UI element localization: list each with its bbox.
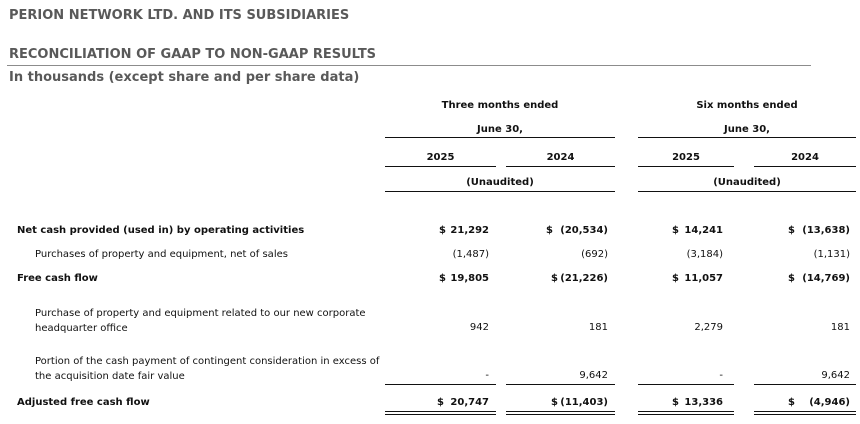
- currency-symbol: $: [788, 397, 795, 408]
- total-double-rule: [506, 411, 615, 415]
- cell-value: 14,241: [684, 225, 723, 236]
- year-header: 2025: [672, 152, 700, 163]
- currency-symbol: $: [672, 397, 679, 408]
- header-rule: [385, 166, 496, 167]
- header-rule: [638, 166, 734, 167]
- row-label: Adjusted free cash flow: [17, 397, 150, 408]
- company-name: PERION NETWORK LTD. AND ITS SUBSIDIARIES: [9, 8, 350, 23]
- year-header: 2024: [546, 152, 575, 163]
- currency-symbol: $: [788, 225, 795, 236]
- cell-value: 942: [469, 322, 489, 333]
- cell-value: 21,292: [450, 225, 489, 236]
- row-label: Purchases of property and equipment, net of sales: [35, 249, 288, 260]
- cell-value: 13,336: [684, 397, 723, 408]
- header-rule: [638, 191, 856, 192]
- cell-value: (21,226): [560, 273, 608, 284]
- year-header: 2025: [426, 152, 455, 163]
- row-label: Portion of the cash payment of contingent consideration in excess of the acquisition date fair value: [35, 356, 380, 382]
- header-rule: [385, 191, 615, 192]
- header-rule: [385, 137, 615, 138]
- subtotal-rule: [754, 384, 856, 385]
- year-header: 2024: [791, 152, 819, 163]
- currency-symbol: $: [551, 273, 558, 284]
- report-subtitle: In thousands (except share and per share data): [9, 70, 360, 85]
- row-label: Free cash flow: [17, 273, 98, 284]
- unaudited-label: (Unaudited): [466, 177, 534, 188]
- cell-value: 9,642: [579, 370, 608, 381]
- cell-value: (20,534): [560, 225, 608, 236]
- title-divider: [7, 65, 811, 66]
- cell-value: (1,131): [813, 249, 850, 260]
- total-double-rule: [385, 411, 496, 415]
- currency-symbol: $: [439, 273, 446, 284]
- report-title: RECONCILIATION OF GAAP TO NON-GAAP RESULTS: [9, 47, 377, 62]
- cell-value: (1,487): [452, 249, 489, 260]
- cell-value: (13,638): [802, 225, 850, 236]
- currency-symbol: $: [551, 397, 558, 408]
- currency-symbol: $: [439, 225, 446, 236]
- total-double-rule: [638, 411, 734, 415]
- cell-value: (3,184): [686, 249, 723, 260]
- row-label: Net cash provided (used in) by operating activities: [17, 225, 305, 236]
- cell-value: -: [719, 370, 723, 381]
- cell-value: (14,769): [802, 273, 850, 284]
- cell-value: 181: [830, 322, 850, 333]
- cell-value: 9,642: [821, 370, 850, 381]
- header-three-months-date: June 30,: [477, 124, 523, 135]
- currency-symbol: $: [546, 225, 553, 236]
- header-six-months-date: June 30,: [724, 124, 770, 135]
- cell-value: 2,279: [694, 322, 723, 333]
- cell-value: (11,403): [560, 397, 608, 408]
- subtotal-rule: [638, 384, 734, 385]
- currency-symbol: $: [672, 273, 679, 284]
- cell-value: 19,805: [450, 273, 489, 284]
- header-six-months: Six months ended: [696, 100, 798, 111]
- currency-symbol: $: [672, 225, 679, 236]
- currency-symbol: $: [437, 397, 444, 408]
- header-rule: [506, 166, 615, 167]
- subtotal-rule: [506, 384, 615, 385]
- header-rule: [638, 137, 856, 138]
- currency-symbol: $: [788, 273, 795, 284]
- unaudited-label: (Unaudited): [713, 177, 781, 188]
- header-rule: [754, 166, 856, 167]
- cell-value: 20,747: [450, 397, 489, 408]
- total-double-rule: [754, 411, 856, 415]
- cell-value: 11,057: [684, 273, 723, 284]
- row-label: Purchase of property and equipment related to our new corporate headquarter office: [35, 308, 366, 334]
- cell-value: (692): [581, 249, 608, 260]
- cell-value: (4,946): [809, 397, 850, 408]
- cell-value: -: [485, 370, 489, 381]
- cell-value: 181: [588, 322, 608, 333]
- subtotal-rule: [385, 384, 496, 385]
- header-three-months: Three months ended: [441, 100, 559, 111]
